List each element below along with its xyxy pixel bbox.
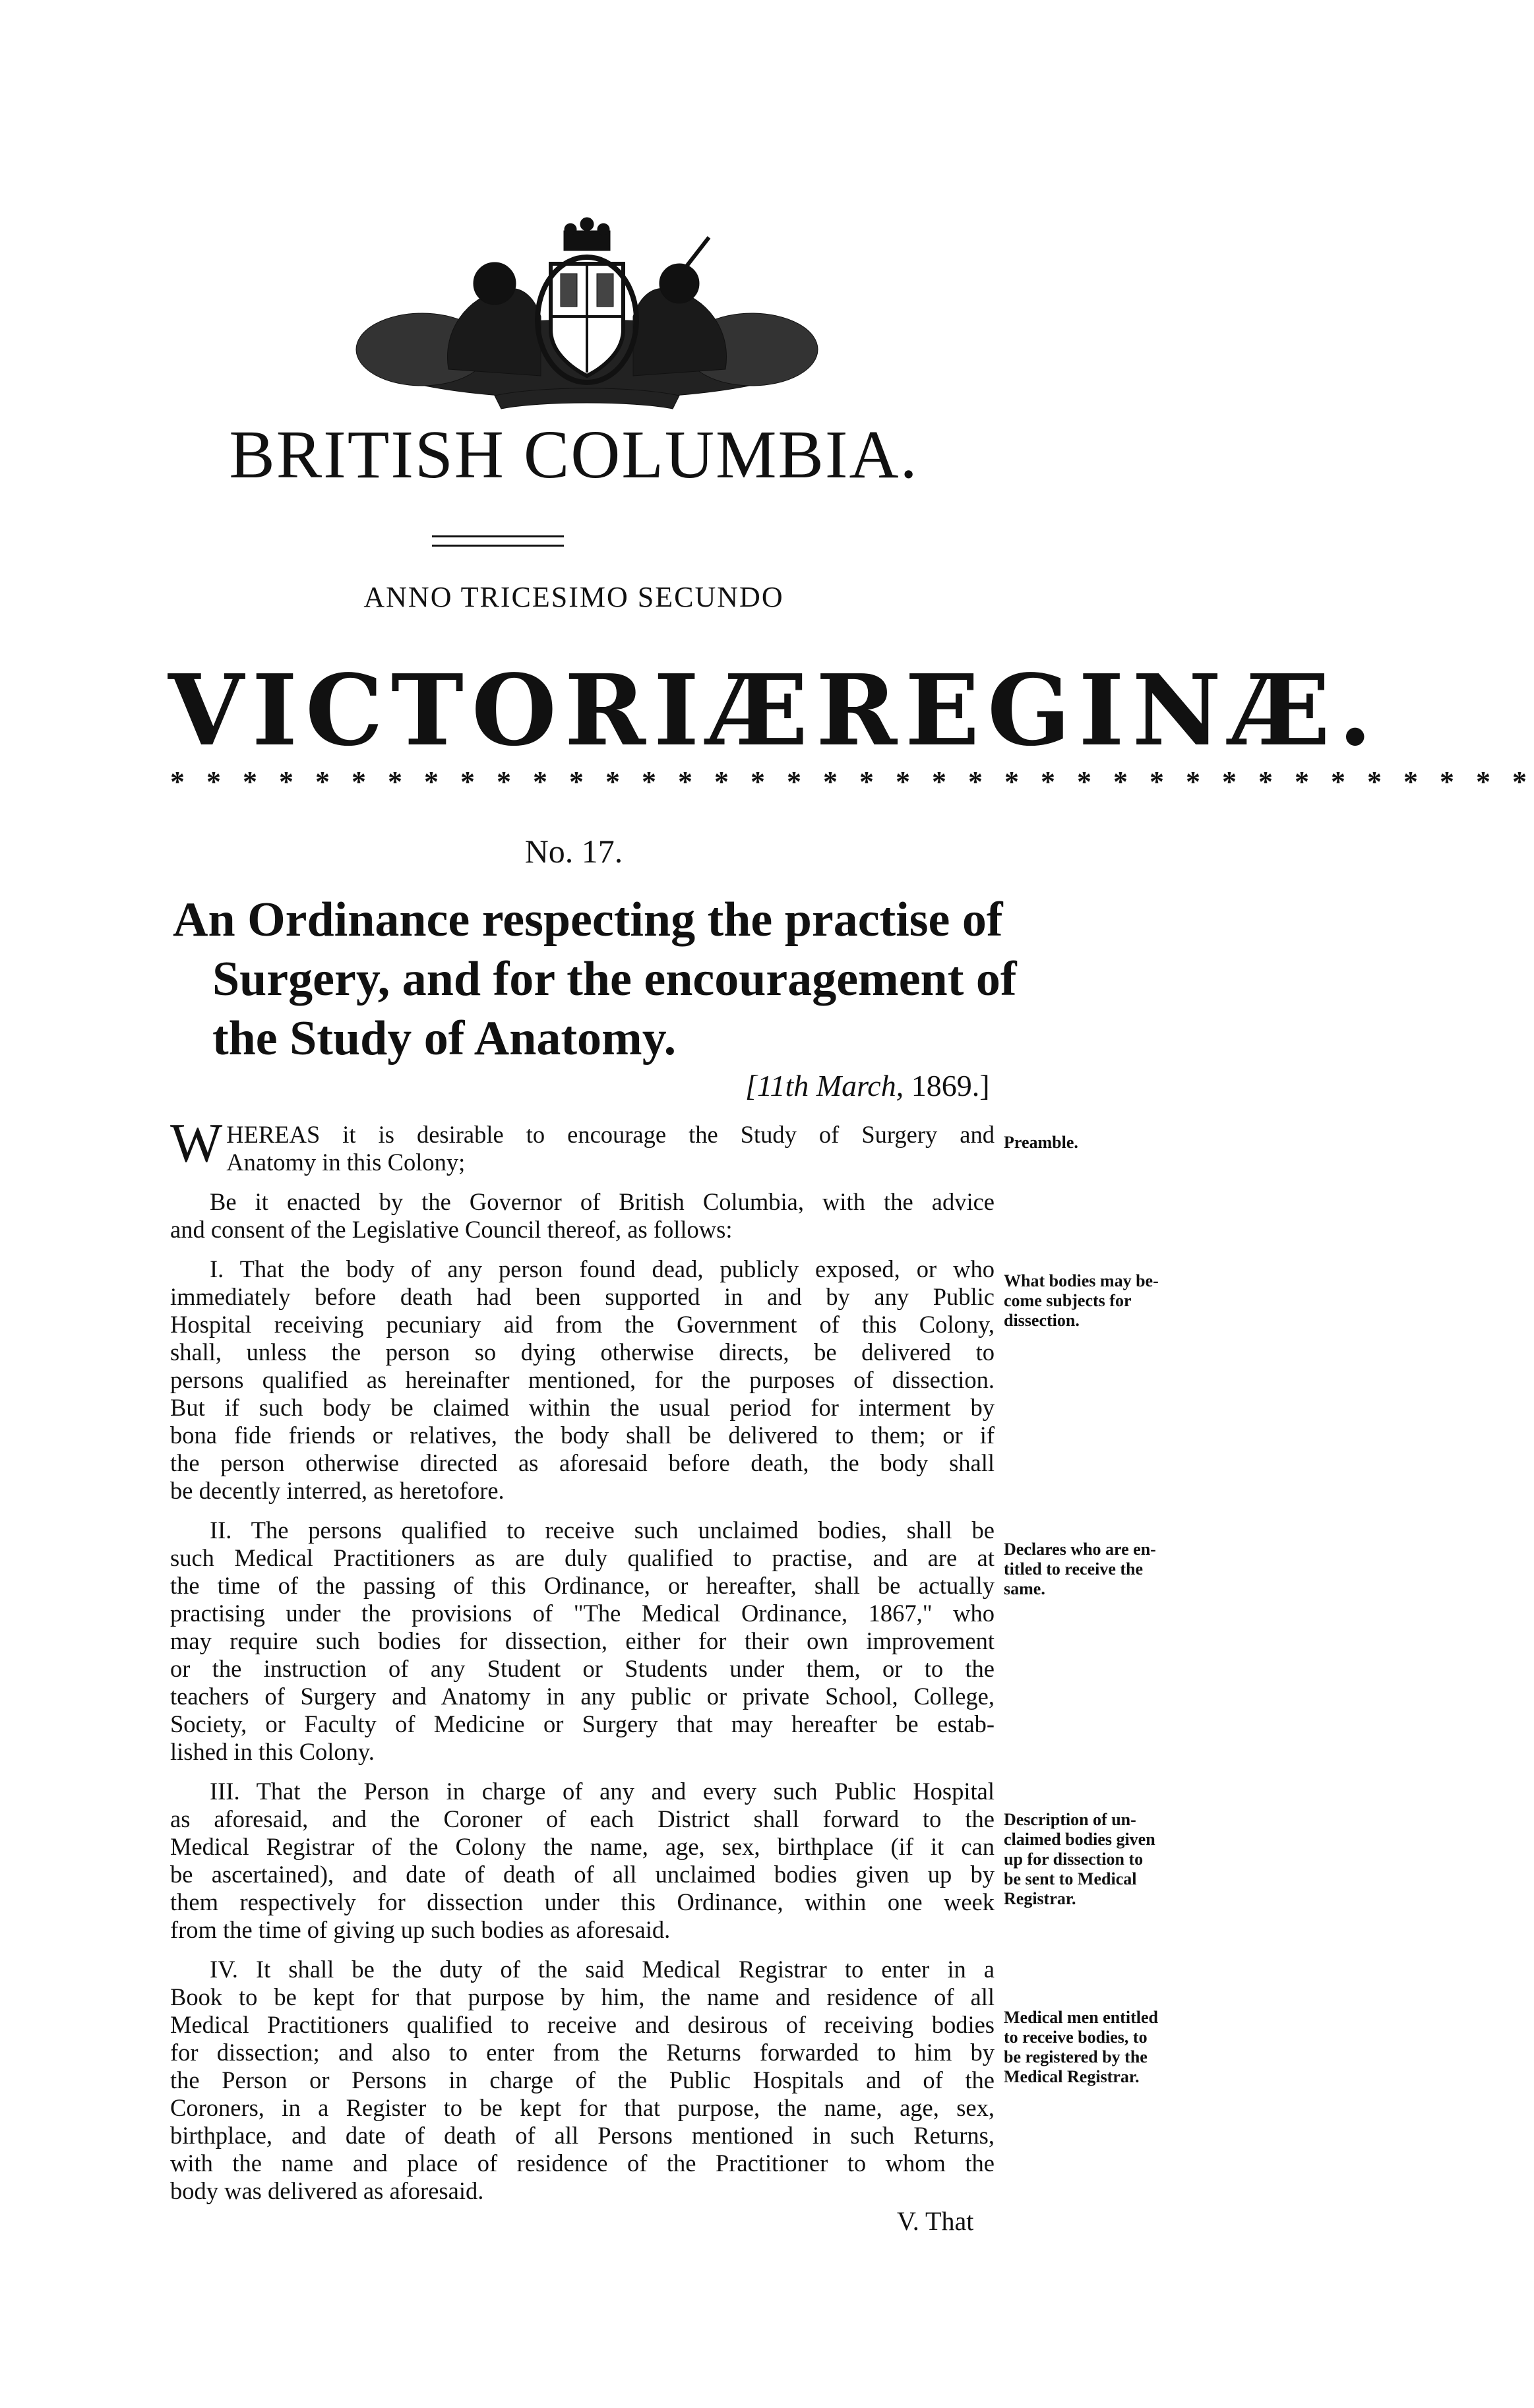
preamble-line: HEREAS it is desirable to encourage the Study of Surgery and: [226, 1121, 995, 1148]
marginal-note-line: titled to receive the: [1004, 1559, 1144, 1579]
section-line: III. That the Person in charge of any and every such Public Hospital: [210, 1778, 995, 1805]
section-line: shall, unless the person so dying otherwise directs, be delivered to: [170, 1339, 995, 1366]
section-line: as aforesaid, and the Coroner of each District shall forward to the: [170, 1805, 995, 1832]
section-line: Medical Practitioners qualified to receive and desirous of receiving bodies: [170, 2011, 995, 2038]
section-2: [170, 1517, 995, 1766]
section-line: II. The persons qualified to receive such unclaimed bodies, shall be: [210, 1517, 995, 1544]
section-line: the time of the passing of this Ordinance, or hereafter, shall be actually: [170, 1572, 995, 1599]
ordinance-title: [173, 890, 1050, 1068]
star-divider: * * * * * * * * * * * * * * * * * * * * * * * * * * * * * * * * * * * * * *: [170, 766, 1534, 798]
marginal-note-section-2: [1004, 1540, 1215, 1599]
section-line: immediately before death had been supported in and by any Public: [170, 1283, 995, 1310]
section-line: for dissection; and also to enter from the Returns forwarded to him by: [170, 2039, 995, 2066]
section-line: or the instruction of any Student or Students under them, or to the: [170, 1655, 995, 1682]
marginal-note-section-1: [1004, 1271, 1215, 1331]
ordinance-number: No. 17.: [524, 833, 623, 870]
enacting-clause: [170, 1188, 995, 1244]
marginal-note-line: to receive bodies, to: [1004, 2028, 1148, 2047]
section-line: such Medical Practitioners as are duly qualified to practise, and are at: [170, 1544, 995, 1571]
section-line: But if such body be claimed within the usual period for interment by: [170, 1394, 995, 1421]
section-3: [170, 1778, 995, 1944]
regnal-title-left: VICTORIÆ: [168, 653, 816, 768]
ordinance-body: [170, 1112, 995, 2217]
assent-date: [745, 1068, 990, 1103]
section-line: teachers of Surgery and Anatomy in any public or private School, College,: [170, 1683, 995, 1710]
marginal-note-line: be sent to Medical: [1004, 1869, 1137, 1888]
marginal-note-line: Medical Registrar.: [1004, 2067, 1140, 2086]
section-line: the person otherwise directed as aforesaid before death, the body shall: [170, 1449, 995, 1476]
marginal-note-line: Preamble.: [1004, 1133, 1078, 1152]
title-line-3: the Study of Anatomy.: [212, 1011, 677, 1066]
marginal-note-section-3: [1004, 1810, 1215, 1909]
marginal-note-line: up for dissection to: [1004, 1850, 1144, 1869]
preamble-line: Anatomy in this Colony;: [226, 1149, 466, 1176]
enacting-line: Be it enacted by the Governor of British Columbia, with the advice: [210, 1188, 995, 1215]
section-line: with the name and place of residence of the Practitioner to whom the: [170, 2150, 995, 2177]
assent-date-day: [11th March,: [745, 1069, 904, 1102]
section-line: Hospital receiving pecuniary aid from the Government of this Colony,: [170, 1311, 995, 1338]
title-line-1: An Ordinance respecting the practise of: [173, 893, 1003, 947]
marginal-note-line: Declares who are en-: [1004, 1540, 1156, 1559]
section-line: Medical Registrar of the Colony the name, age, sex, birthplace (if it can: [170, 1833, 995, 1860]
assent-date-year: 1869.]: [911, 1069, 990, 1102]
marginal-note-line: What bodies may be-: [1004, 1271, 1159, 1290]
enacting-line: and consent of the Legislative Council thereof, as follows:: [170, 1216, 733, 1243]
section-line: from the time of giving up such bodies as aforesaid.: [170, 1916, 671, 1943]
section-line: lished in this Colony.: [170, 1738, 375, 1765]
section-1: [170, 1255, 995, 1505]
regnal-title: [168, 653, 1380, 768]
section-line: the Person or Persons in charge of the Public Hospitals and of the: [170, 2066, 995, 2093]
section-line: them respectively for dissection under this Ordinance, within one week: [170, 1888, 995, 1915]
regnal-title-right: REGINÆ.: [816, 653, 1380, 768]
section-line: Book to be kept for that purpose by him, the name and residence of all: [170, 1983, 995, 2010]
section-line: may require such bodies for dissection, either for their own improvement: [170, 1627, 995, 1654]
marginal-note-line: claimed bodies given: [1004, 1830, 1155, 1849]
title-line-2: Surgery, and for the encouragement of: [212, 952, 1017, 1006]
section-line: I. That the body of any person found dead, publicly exposed, or who: [210, 1255, 995, 1282]
marginal-note-line: Medical men entitled: [1004, 2008, 1158, 2027]
regnal-year-line: ANNO TRICESIMO SECUNDO: [363, 581, 784, 613]
section-line: persons qualified as hereinafter mentioned, for the purposes of dissection.: [170, 1366, 995, 1393]
double-rule-bottom: [432, 545, 564, 547]
royal-coat-of-arms-icon: [343, 218, 831, 415]
marginal-note-line: Description of un-: [1004, 1810, 1136, 1829]
section-line: bona fide friends or relatives, the body shall be delivered to them; or if: [170, 1422, 995, 1449]
marginal-note-line: same.: [1004, 1579, 1045, 1598]
double-rule-top: [432, 535, 564, 537]
section-line: be ascertained), and date of death of all unclaimed bodies given up by: [170, 1861, 995, 1888]
section-4: [170, 1956, 995, 2205]
marginal-note-line: be registered by the: [1004, 2047, 1148, 2066]
section-line: body was delivered as aforesaid.: [170, 2177, 484, 2204]
section-line: practising under the provisions of "The Medical Ordinance, 1867," who: [170, 1600, 995, 1627]
section-line: IV. It shall be the duty of the said Medical Registrar to enter in a: [210, 1956, 995, 1983]
catchword: V. That: [897, 2206, 974, 2236]
marginal-note-line: dissection.: [1004, 1311, 1080, 1330]
marginal-note-line: Registrar.: [1004, 1889, 1076, 1908]
preamble-paragraph: [170, 1112, 995, 1176]
drop-cap: W: [170, 1112, 223, 1174]
section-line: Society, or Faculty of Medicine or Surgery that may hereafter be estab-: [170, 1710, 995, 1737]
marginal-note-section-4: [1004, 2008, 1215, 2087]
section-line: birthplace, and date of death of all Persons mentioned in such Returns,: [170, 2122, 995, 2149]
country-heading: BRITISH COLUMBIA.: [229, 417, 919, 493]
marginal-note-line: come subjects for: [1004, 1291, 1132, 1310]
section-line: be decently interred, as heretofore.: [170, 1477, 505, 1504]
marginal-note-preamble: [1004, 1133, 1215, 1153]
section-line: Coroners, in a Register to be kept for that purpose, the name, age, sex,: [170, 2094, 995, 2121]
